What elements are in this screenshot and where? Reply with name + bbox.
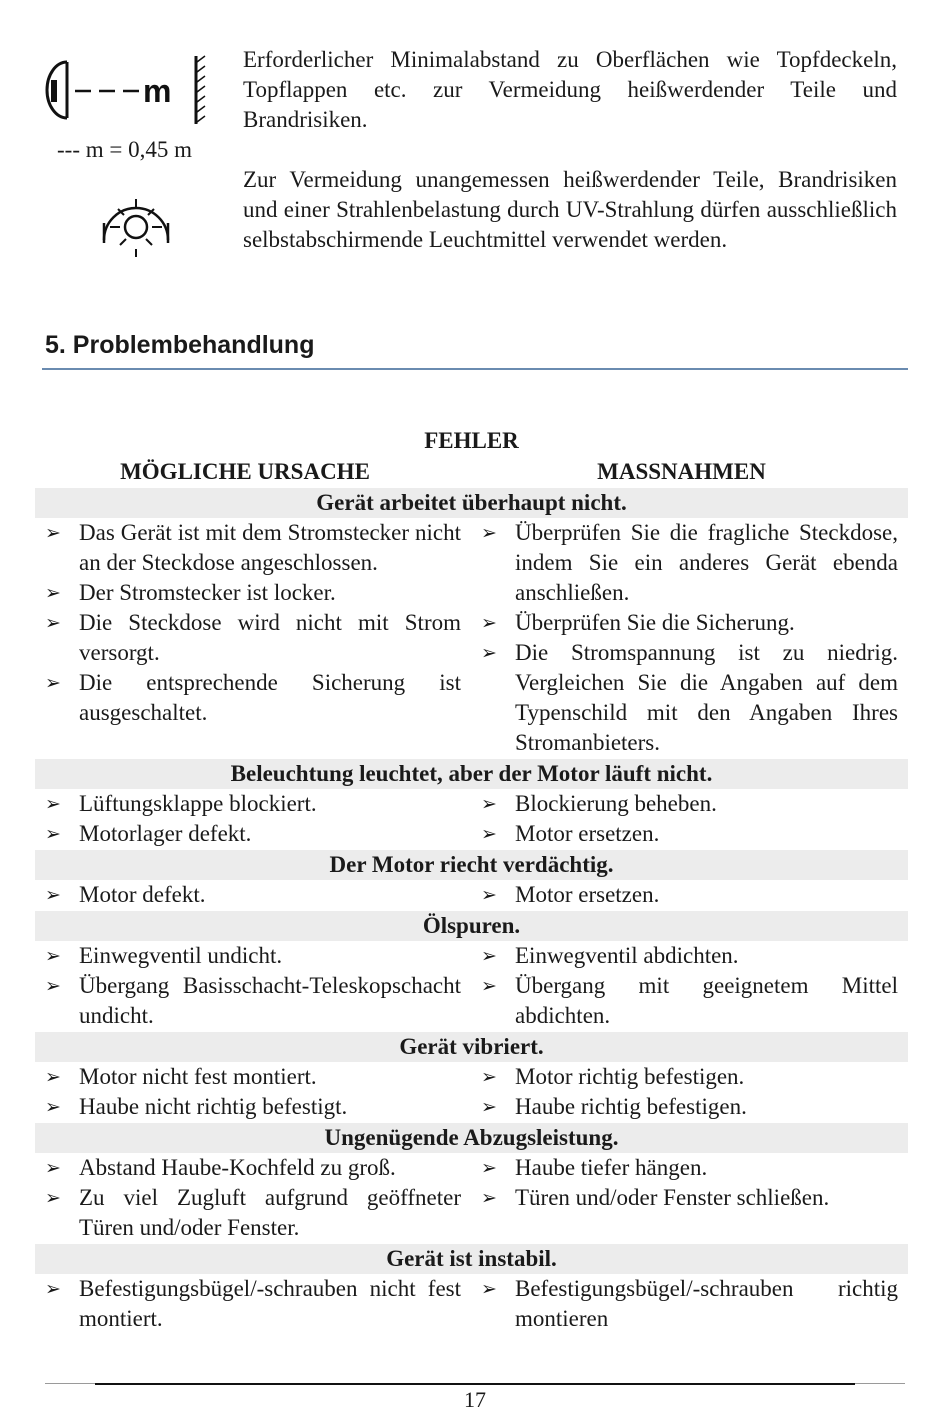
header-possible-cause: MÖGLICHE URSACHE [120,459,370,484]
table-header-row [35,457,908,487]
header-measures: MASSNAHMEN [597,459,766,484]
arrow-bullet-icon: ➢ [481,1187,497,1209]
cause-item [45,1183,461,1243]
arrow-bullet-icon: ➢ [481,884,497,906]
action-text: Haube richtig befestigen. [515,1094,747,1119]
distance-label: --- m = 0,45 m [57,137,192,162]
cause-text: Die Steckdose wird nicht mit Strom versorgt. [79,610,461,665]
action-text: Motor richtig befestigen. [515,1064,745,1089]
action-text: Motor ersetzen. [515,882,660,907]
cause-item [45,1092,461,1122]
action-column [471,1062,908,1122]
cause-text: Motor defekt. [79,882,206,907]
arrow-bullet-icon: ➢ [481,642,497,664]
arrow-bullet-icon: ➢ [45,793,61,815]
cause-text: Einwegventil undicht. [79,943,283,968]
arrow-bullet-icon: ➢ [45,672,61,694]
table-header-fault: FEHLER [424,428,519,453]
cause-item [45,608,461,668]
arrow-bullet-icon: ➢ [45,884,61,906]
cause-column [35,789,471,849]
action-text: Motor ersetzen. [515,821,660,846]
cause-text: Lüftungsklappe blockiert. [79,791,317,816]
troubleshooting-table [35,426,908,1334]
arrow-bullet-icon: ➢ [45,612,61,634]
cause-text: Motor nicht fest montiert. [79,1064,317,1089]
page-number: 17 [464,1387,486,1412]
fault-groups [35,488,908,1334]
arrow-bullet-icon: ➢ [45,945,61,967]
action-text: Überprüfen Sie die fragliche Steckdose, indem Sie ein anderes Gerät ebenda anschließen. [515,520,898,605]
cause-text: Haube nicht richtig befestigt. [79,1094,348,1119]
fault-group-rows [35,1062,908,1122]
arrow-bullet-icon: ➢ [45,975,61,997]
arrow-bullet-icon: ➢ [481,793,497,815]
fault-group-rows [35,518,908,758]
cause-item [45,971,461,1031]
arrow-bullet-icon: ➢ [45,1066,61,1088]
cause-text: Befestigungsbügel/-schrauben nicht fest montiert. [79,1276,461,1331]
action-item [481,518,898,608]
cause-item [45,941,461,971]
lamp-note-text: Zur Vermeidung unangemessen heißwerdender Teile, Brandrisiken und einer Strahlenbelastung durch UV-Strahlung dürfen ausschließlich selbstabschirmende Leuchtmittel verwendet werden. [243,167,897,252]
cause-text: Der Stromstecker ist locker. [79,580,336,605]
arrow-bullet-icon: ➢ [45,1187,61,1209]
action-item [481,1183,898,1213]
arrow-bullet-icon: ➢ [481,1096,497,1118]
cause-item [45,789,461,819]
arrow-bullet-icon: ➢ [45,1157,61,1179]
cause-item [45,1153,461,1183]
arrow-bullet-icon: ➢ [45,582,61,604]
cause-column [35,1062,471,1122]
action-text: Überprüfen Sie die Sicherung. [515,610,795,635]
fault-group-title: Beleuchtung leuchtet, aber der Motor läuft nicht. [35,759,908,789]
fault-group-rows [35,1153,908,1243]
action-item [481,789,898,819]
arrow-bullet-icon: ➢ [45,522,61,544]
action-text: Übergang mit geeignetem Mittel abdichten. [515,973,898,1028]
section-divider [42,368,908,370]
action-text: Blockierung beheben. [515,791,717,816]
arrow-bullet-icon: ➢ [45,823,61,845]
cause-text: Das Gerät ist mit dem Stromstecker nicht an der Steckdose angeschlossen. [79,520,461,575]
arrow-bullet-icon: ➢ [481,823,497,845]
action-item [481,638,898,758]
cause-column [35,1274,471,1334]
action-item [481,1274,898,1334]
action-text: Die Stromspannung ist zu niedrig. Vergleichen Sie die Angaben auf dem Typenschild mit den Angaben Ihres Stromanbieters. [515,640,898,755]
cause-column [35,1153,471,1243]
arrow-bullet-icon: ➢ [481,1278,497,1300]
action-column [471,1274,908,1334]
arrow-bullet-icon: ➢ [481,1157,497,1179]
cause-text: Übergang Basisschacht-Teleskopschacht undicht. [79,973,461,1028]
cause-item [45,1062,461,1092]
cause-text: Abstand Haube-Kochfeld zu groß. [79,1155,396,1180]
cause-text: Zu viel Zugluft aufgrund geöffneter Türen und/oder Fenster. [79,1185,461,1240]
action-item [481,1153,898,1183]
action-column [471,880,908,910]
action-item [481,941,898,971]
cause-item [45,578,461,608]
fault-group-rows [35,1274,908,1334]
cause-column [35,880,471,910]
arrow-bullet-icon: ➢ [45,1096,61,1118]
fault-group-title: Gerät ist instabil. [35,1244,908,1274]
fault-group-rows [35,789,908,849]
fault-group-rows [35,880,908,910]
fault-group-title: Gerät vibriert. [35,1032,908,1062]
action-column [471,789,908,849]
distance-note-text: Erforderlicher Minimalabstand zu Oberflächen wie Topfdeckeln, Topflappen etc. zur Vermeidung heißwerdender Teile und Brandrisiken. [243,47,897,132]
action-text: Türen und/oder Fenster schließen. [515,1185,830,1210]
action-item [481,819,898,849]
arrow-bullet-icon: ➢ [45,1278,61,1300]
self-shielding-lamp-icon [96,185,176,260]
minimum-distance-icon [45,50,215,130]
cause-item [45,668,461,728]
cause-item [45,518,461,578]
arrow-bullet-icon: ➢ [481,612,497,634]
action-item [481,1092,898,1122]
fault-group-title: Ungenügende Abzugsleistung. [35,1123,908,1153]
action-text: Befestigungsbügel/-schrauben richtig montieren [515,1276,898,1331]
cause-text: Motorlager defekt. [79,821,252,846]
cause-column [35,518,471,758]
arrow-bullet-icon: ➢ [481,975,497,997]
arrow-bullet-icon: ➢ [481,945,497,967]
fault-group-title: Der Motor riecht verdächtig. [35,850,908,880]
action-column [471,518,908,758]
action-text: Haube tiefer hängen. [515,1155,708,1180]
cause-item [45,819,461,849]
action-item [481,1062,898,1092]
action-text: Einwegventil abdichten. [515,943,739,968]
fault-group-title: Gerät arbeitet überhaupt nicht. [35,488,908,518]
action-item [481,880,898,910]
distance-icon-letter: m [143,73,172,109]
cause-item [45,1274,461,1334]
action-column [471,1153,908,1243]
arrow-bullet-icon: ➢ [481,522,497,544]
cause-text: Die entsprechende Sicherung ist ausgeschaltet. [79,670,461,725]
fault-group-title: Ölspuren. [35,911,908,941]
arrow-bullet-icon: ➢ [481,1066,497,1088]
action-column [471,941,908,1031]
cause-item [45,880,461,910]
section-title: 5. Problembehandlung [45,331,315,359]
fault-group-rows [35,941,908,1031]
action-item [481,608,898,638]
footer-rule-accent [95,1383,855,1385]
action-item [481,971,898,1031]
cause-column [35,941,471,1031]
